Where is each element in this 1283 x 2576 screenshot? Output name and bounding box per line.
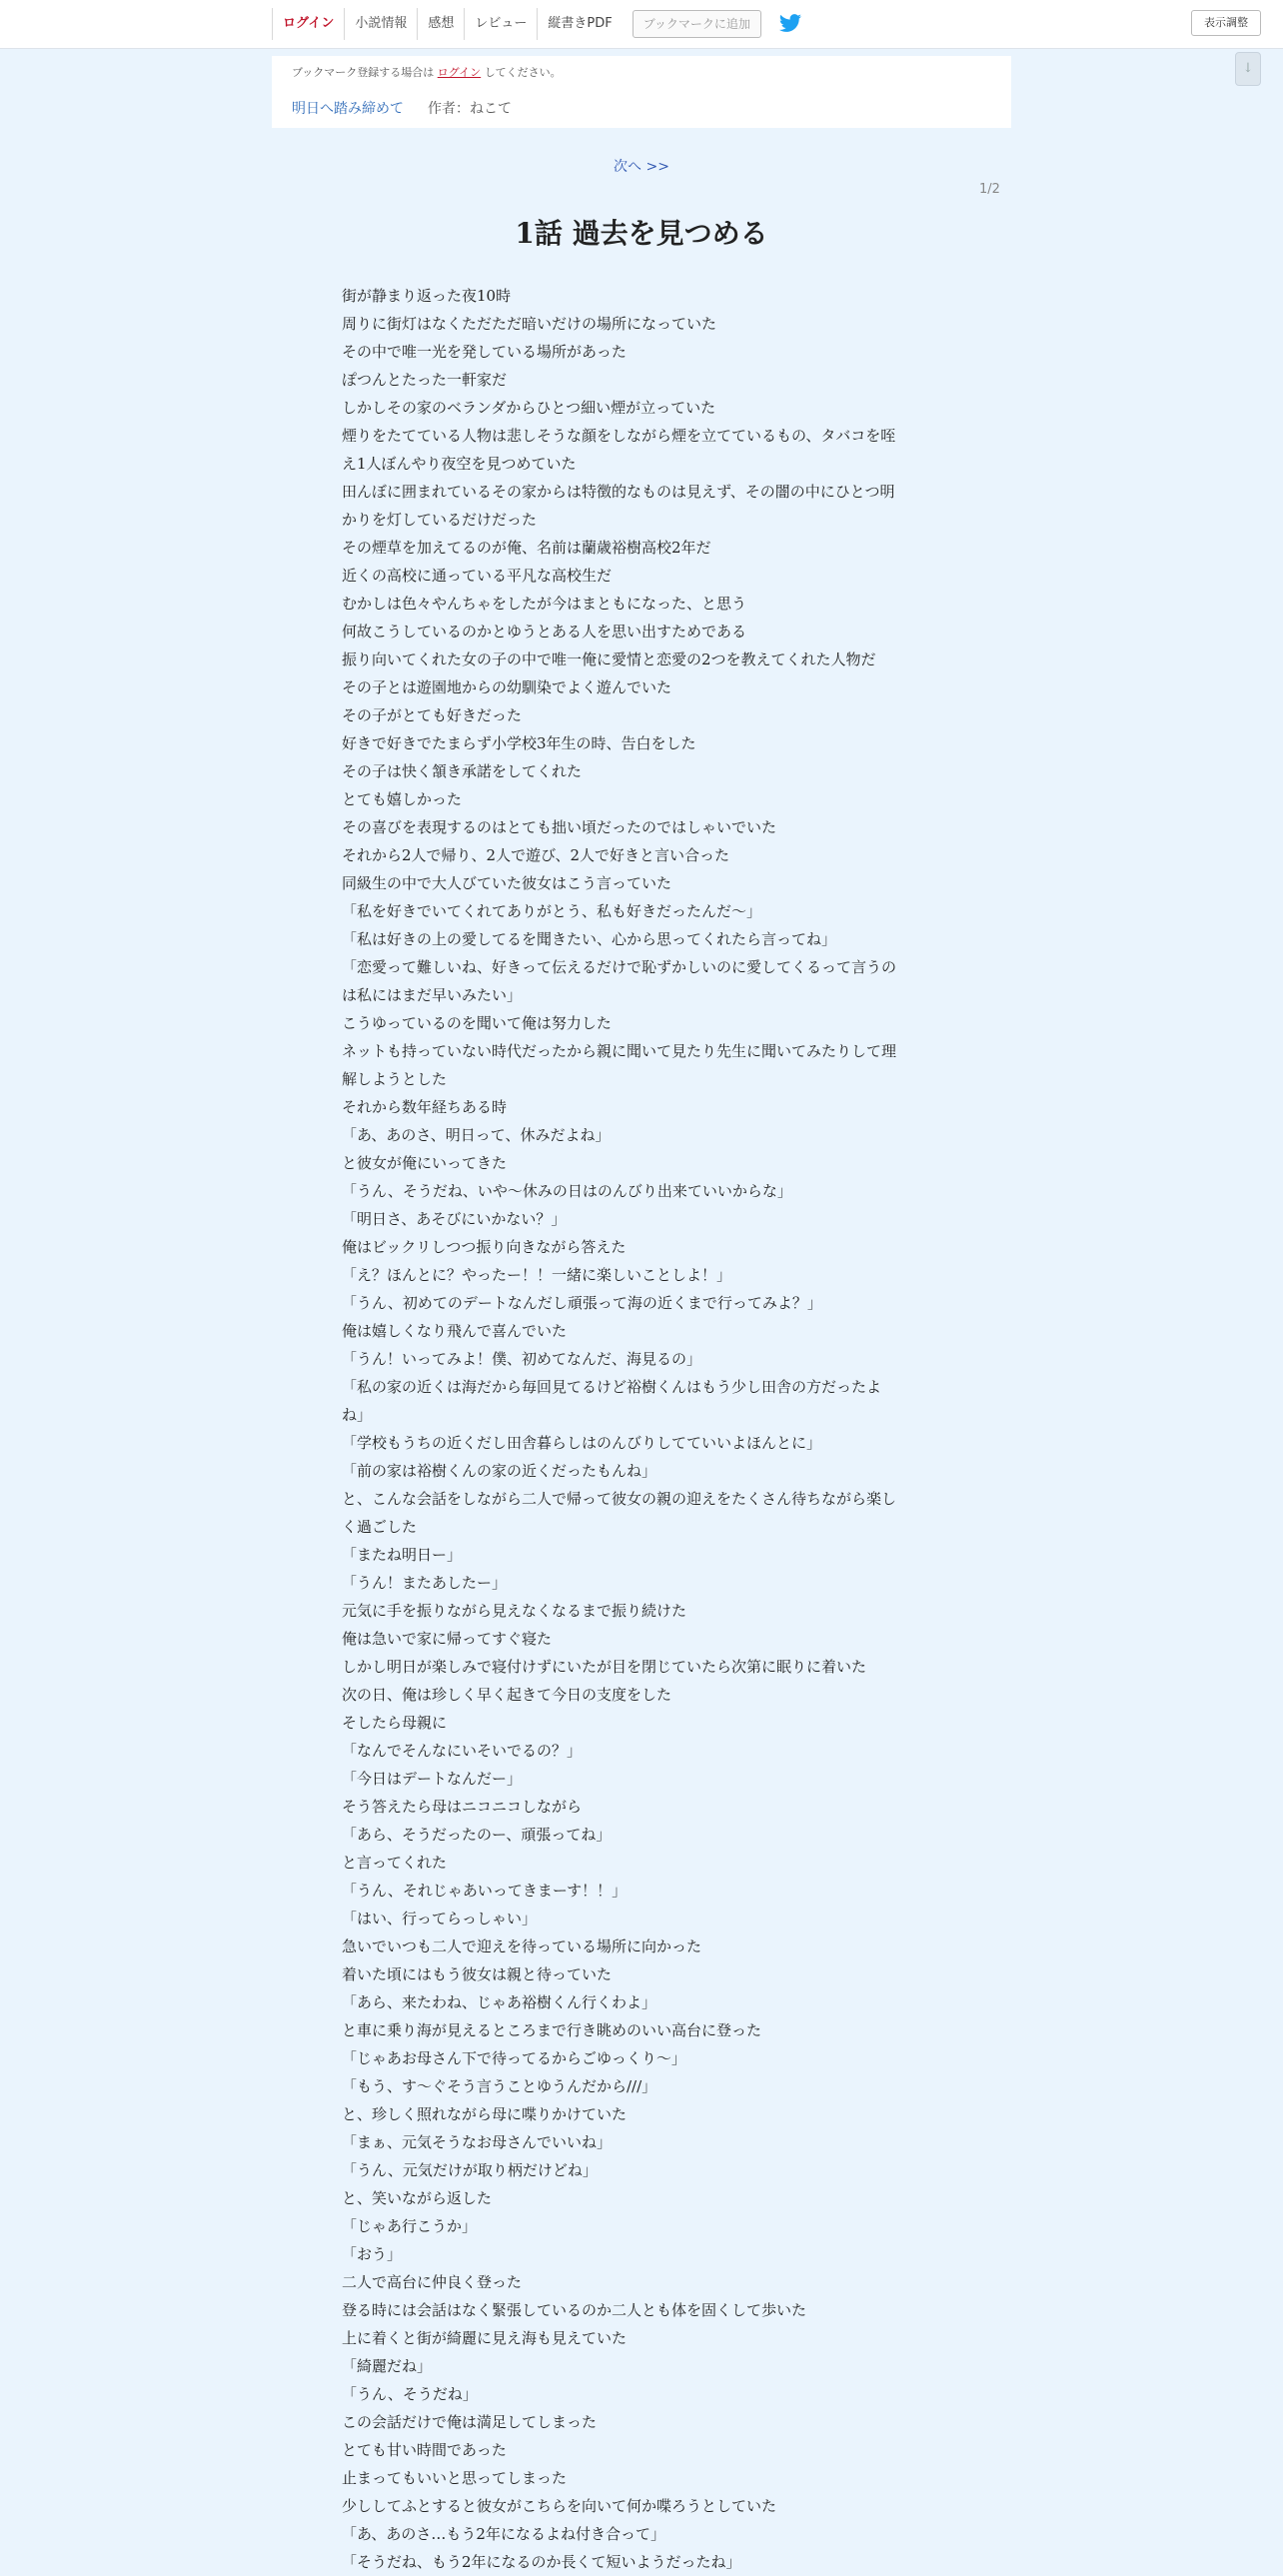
body-line: 俺は急いで家に帰ってすぐ寝た — [342, 1630, 553, 1648]
body-line: 「なんでそんなにいそいでるの？」 — [342, 1742, 583, 1760]
body-line: 二人で高台に仲良く登った — [342, 2273, 523, 2291]
note-login-link[interactable]: ログイン — [437, 66, 482, 79]
body-line: 「え？ほんとに？やったー！！一緒に楽しいことしよ！」 — [342, 1266, 732, 1284]
nav-review-link[interactable]: レビュー — [464, 8, 537, 40]
body-line: 周りに街灯はなくただただ暗いだけの場所になっていた — [342, 315, 717, 333]
body-line: と、笑いながら返した — [342, 2189, 493, 2207]
body-line: と彼女が俺にいってきた — [342, 1154, 508, 1172]
body-line: それから数年経ちある時 — [342, 1098, 508, 1116]
body-line: 何故こうしているのかとゆうとある人を思い出すためである — [342, 623, 747, 641]
body-line: とても甘い時間であった — [342, 2441, 507, 2459]
novel-title-link[interactable]: 明日へ踏み締めて — [292, 101, 404, 117]
body-line: 「そうだね、もう2年になるのか長くて短いようだったね」 — [342, 2553, 741, 2571]
nav-menu — [272, 8, 803, 40]
body-line: 解しようとした — [342, 1070, 448, 1088]
nav-login-link[interactable]: ログイン — [272, 8, 344, 40]
body-line: と、珍しく照れながら母に喋りかけていた — [342, 2105, 628, 2123]
bookmark-login-note — [292, 64, 562, 80]
nav-vertical-pdf-link[interactable]: 縦書きPDF — [537, 8, 622, 40]
body-line: く過ごした — [342, 1518, 418, 1536]
body-line: 着いた頃にはもう彼女は親と待っていた — [342, 1965, 613, 1983]
body-line: と、こんな会話をしながら二人で帰って彼女の親の迎えをたくさん待ちながら楽し — [342, 1490, 897, 1508]
body-line: 「まぁ、元気そうなお母さんでいいね」 — [342, 2133, 613, 2151]
scroll-down-button[interactable]: ↓ — [1235, 52, 1261, 86]
body-line: 登る時には会話はなく緊張しているのか二人とも体を固くして歩いた — [342, 2301, 807, 2319]
body-line: 少ししてふとすると彼女がこちらを向いて何か喋ろうとしていた — [342, 2497, 777, 2515]
body-line: 「おう」 — [342, 2245, 403, 2263]
author-label: 作者：ねこて — [428, 101, 512, 117]
body-line: 「前の家は裕樹くんの家の近くだったもんね」 — [342, 1462, 657, 1480]
body-line: え1人ぼんやり夜空を見つめていた — [342, 455, 577, 473]
twitter-bird-icon[interactable] — [777, 11, 803, 37]
chapter-title: 1話 過去を見つめる — [515, 217, 768, 250]
next-page-link[interactable]: 次へ >> — [614, 159, 669, 175]
body-line: は私にはまだ早いみたい」 — [342, 986, 523, 1004]
body-line: 「またね明日ー」 — [342, 1546, 463, 1564]
body-line: 俺は嬉しくなり飛んで喜んでいた — [342, 1322, 568, 1340]
body-line: 「あ、あのさ…もう2年になるよね付き合って」 — [342, 2525, 665, 2543]
body-line: 急いでいつも二人で迎えを待っている場所に向かった — [342, 1937, 702, 1955]
body-line: 「もう、す～ぐそう言うことゆうんだから///」 — [342, 2077, 657, 2095]
body-line: 「あら、来たわね、じゃあ裕樹くん行くわよ」 — [342, 1993, 657, 2011]
page-number: 1/2 — [979, 182, 1000, 197]
body-line: 「うん、そうだね」 — [342, 2385, 478, 2403]
body-line: 「恋愛って難しいね、好きって伝えるだけで恥ずかしいのに愛してくるって言うの — [342, 958, 897, 976]
body-line: 「うん、初めてのデートなんだし頑張って海の近くまで行ってみよ？」 — [342, 1294, 822, 1312]
body-line: 「うん！またあしたー」 — [342, 1574, 508, 1592]
bookmark-info-box — [272, 56, 1011, 128]
body-line: しかし明日が楽しみで寝付けずにいたが目を閉じていたら次第に眠りに着いた — [342, 1658, 867, 1676]
body-line: 「うん、元気だけが取り柄だけどね」 — [342, 2161, 598, 2179]
body-line: 同級生の中で大人びていた彼女はこう言っていた — [342, 874, 672, 892]
body-line: と言ってくれた — [342, 1854, 448, 1872]
body-line: ね」 — [342, 1406, 373, 1424]
body-line: 好きで好きでたまらず小学校3年生の時、告白をした — [342, 734, 696, 752]
body-line: 「今日はデートなんだー」 — [342, 1770, 523, 1788]
body-line: と車に乗り海が見えるところまで行き眺めのいい高台に登った — [342, 2021, 762, 2039]
body-line: それから2人で帰り、2人で遊び、2人で好きと言い合った — [342, 846, 730, 864]
body-line: 「あら、そうだったのー、頑張ってね」 — [342, 1826, 612, 1844]
body-line: その喜びを表現するのはとても拙い頃だったのではしゃいでいた — [342, 818, 777, 836]
body-line: ネットも持っていない時代だったから親に聞いて見たり先生に聞いてみたりして理 — [342, 1042, 897, 1060]
body-line: そう答えたら母はニコニコしながら — [342, 1798, 583, 1816]
body-line: むかしは色々やんちゃをしたが今はまともになった、と思う — [342, 595, 747, 613]
body-line: かりを灯しているだけだった — [342, 511, 538, 529]
body-line: 止まってもいいと思ってしまった — [342, 2469, 568, 2487]
body-line: 上に着くと街が綺麗に見え海も見えていた — [342, 2329, 628, 2347]
body-line: 次の日、俺は珍しく早く起きて今日の支度をした — [342, 1686, 672, 1704]
body-line: しかしその家のベランダからひとつ細い煙が立っていた — [342, 399, 716, 417]
top-nav-bar — [0, 0, 1283, 49]
body-line: その子とは遊園地からの幼馴染でよく遊んでいた — [342, 678, 672, 696]
body-line: 「じゃあ行こうか」 — [342, 2217, 478, 2235]
body-line: 「学校もうちの近くだし田舎暮らしはのんびりしてていいよほんとに」 — [342, 1434, 822, 1452]
note-text-after: してください。 — [484, 66, 562, 79]
body-line: この会話だけで俺は満足してしまった — [342, 2413, 598, 2431]
novel-body-text — [342, 282, 941, 2576]
body-line: そしたら母親に — [342, 1714, 448, 1732]
body-line: 煙りをたてている人物は悲しそうな顔をしながら煙を立てているもの、タバコを咥 — [342, 427, 896, 445]
body-line: 「私は好きの上の愛してるを聞きたい、心から思ってくれたら言ってね」 — [342, 930, 837, 948]
body-line: 「はい、行ってらっしゃい」 — [342, 1910, 538, 1928]
body-line: 俺はビックリしつつ振り向きながら答えた — [342, 1238, 627, 1256]
body-line: 「明日さ、あそびにいかない？」 — [342, 1210, 567, 1228]
body-line: ぽつんとたった一軒家だ — [342, 371, 508, 389]
body-line: 「綺麗だね」 — [342, 2357, 433, 2375]
body-line: 「あ、あのさ、明日って、休みだよね」 — [342, 1126, 611, 1144]
body-line: 街が静まり返った夜10時 — [342, 287, 512, 305]
body-line: 「うん、それじゃあいってきまーす！！」 — [342, 1882, 628, 1900]
nav-novel-info-link[interactable]: 小説情報 — [344, 8, 417, 40]
body-line: その煙草を加えてるのが俺、名前は蘭歳裕樹高校2年だ — [342, 539, 711, 557]
body-line: 近くの高校に通っている平凡な高校生だ — [342, 567, 613, 585]
note-text-before: ブックマーク登録する場合は — [292, 66, 435, 79]
body-line: 「うん！いってみよ！僕、初めてなんだ、海見るの」 — [342, 1350, 702, 1368]
nav-impressions-link[interactable]: 感想 — [417, 8, 464, 40]
body-line: その子は快く頷き承諾をしてくれた — [342, 762, 583, 780]
body-line: 「じゃあお母さん下で待ってるからごゆっくり～」 — [342, 2049, 686, 2067]
body-line: 「私を好きでいてくれてありがとう、私も好きだったんだ～」 — [342, 902, 762, 920]
body-line: 振り向いてくれた女の子の中で唯一俺に愛情と恋愛の2つを教えてくれた人物だ — [342, 650, 876, 668]
body-line: とても嬉しかった — [342, 790, 463, 808]
body-line: 田んぼに囲まれているその家からは特徴的なものは見えず、その闇の中にひとつ明 — [342, 483, 895, 501]
display-settings-button[interactable]: 表示調整 — [1191, 10, 1261, 36]
body-line: その中で唯一光を発している場所があった — [342, 343, 627, 361]
body-line: 元気に手を振りながら見えなくなるまで振り続けた — [342, 1602, 687, 1620]
add-bookmark-button[interactable]: ブックマークに追加 — [633, 10, 761, 38]
body-line: 「私の家の近くは海だから毎回見てるけど裕樹くんはもう少し田舎の方だったよ — [342, 1378, 882, 1396]
body-line: その子がとても好きだった — [342, 706, 523, 724]
body-line: 「うん、そうだね、いや～休みの日はのんびり出来ていいからな」 — [342, 1182, 792, 1200]
body-line: こうゆっているのを聞いて俺は努力した — [342, 1014, 612, 1032]
